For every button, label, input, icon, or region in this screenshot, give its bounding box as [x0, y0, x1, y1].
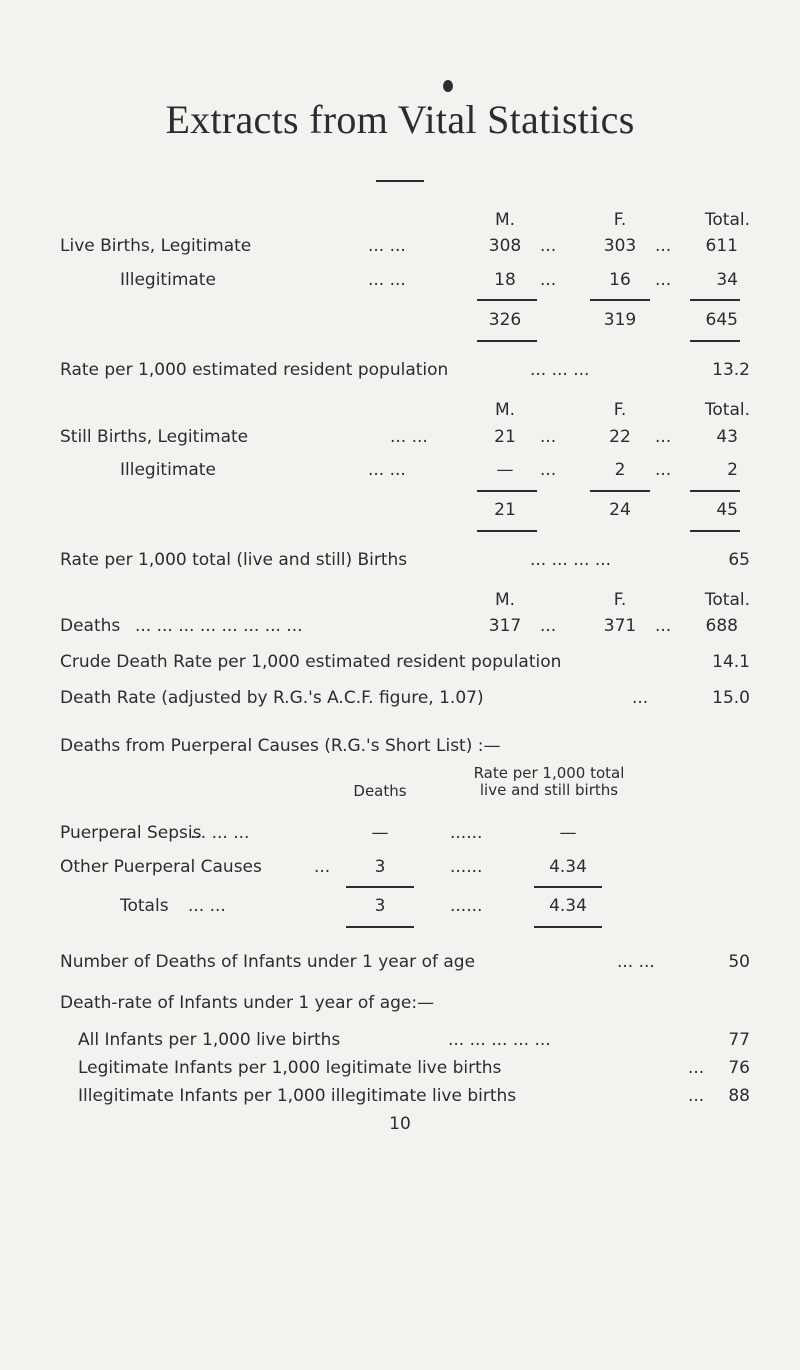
puerperal-heading: Deaths from Puerperal Causes (R.G.'s Short List) :— [60, 736, 501, 756]
puerperal-row-rate: 4.34 [549, 857, 587, 877]
live-total-total: 645 [705, 310, 738, 330]
deaths-header-f: F. [613, 590, 627, 610]
leader: ... ... [617, 952, 655, 972]
live-illegit-label: Illegitimate [120, 270, 216, 290]
puerperal-totals-rate: 4.34 [549, 896, 587, 916]
title-rule [376, 180, 424, 182]
live-rate-value: 13.2 [712, 360, 750, 380]
leader: ...... [450, 896, 483, 916]
infant-rate-row-value: 77 [728, 1030, 750, 1050]
page-title: Extracts from Vital Statistics [165, 97, 635, 142]
adjusted-death-rate-value: 15.0 [712, 688, 750, 708]
infant-rate-row-value: 76 [728, 1058, 750, 1078]
puerperal-row-deaths: 3 [374, 857, 386, 877]
still-rate-value: 65 [728, 550, 750, 570]
crude-death-rate-label: Crude Death Rate per 1,000 estimated resident population [60, 652, 562, 672]
leader: ...... [450, 857, 483, 877]
infant-rate-row-value: 88 [728, 1086, 750, 1106]
live-illegit-total: 34 [716, 270, 738, 290]
infant-rate-row-label: All Infants per 1,000 live births [78, 1030, 341, 1050]
puerperal-row-rate: — [559, 823, 577, 843]
leader: ... [314, 857, 331, 877]
leader: ... [540, 427, 557, 447]
still-illegit-f: 2 [614, 460, 626, 480]
live-legit-m: 308 [488, 236, 522, 256]
live-header-f: F. [613, 210, 627, 230]
still-legit-f: 22 [609, 427, 631, 447]
live-legit-label: Live Births, Legitimate [60, 236, 252, 256]
leader: ... ... ... ... [530, 550, 612, 570]
leader: ... [688, 1086, 705, 1106]
page-number: 10 [389, 1114, 411, 1134]
still-header-m: M. [494, 400, 516, 420]
deaths-label: Deaths [60, 616, 121, 636]
leader: ... [655, 616, 672, 636]
live-header-total: Total. [704, 210, 750, 230]
deaths-f: 371 [603, 616, 637, 636]
ink-mark [443, 80, 453, 92]
adjusted-death-rate-label: Death Rate (adjusted by R.G.'s A.C.F. figure, 1.07) [60, 688, 484, 708]
live-total-m: 326 [488, 310, 522, 330]
leader: ... [655, 236, 672, 256]
puerperal-totals-label: Totals [120, 896, 169, 916]
still-illegit-m: — [496, 460, 514, 480]
deaths-header-m: M. [494, 590, 516, 610]
leader: ... [540, 460, 557, 480]
leader: ... [655, 460, 672, 480]
leader: ... [540, 270, 557, 290]
leader: ...... [450, 823, 483, 843]
leader: ... [655, 427, 672, 447]
infant-rate-heading: Death-rate of Infants under 1 year of age:— [60, 993, 435, 1013]
puerperal-row-label: Puerperal Sepsis [60, 823, 202, 843]
puerperal-col-deaths: Deaths [353, 782, 407, 800]
leader: ... ... [390, 427, 428, 447]
deaths-total: 688 [705, 616, 738, 636]
leader: ... ... ... [530, 360, 590, 380]
infant-rate-row-label: Illegitimate Infants per 1,000 illegitimate live births [78, 1086, 517, 1106]
leader: ... [540, 236, 557, 256]
still-total-m: 21 [494, 500, 516, 520]
puerperal-row-deaths: — [371, 823, 389, 843]
live-legit-f: 303 [603, 236, 637, 256]
leader: ... ... [368, 236, 406, 256]
leader: ... ... [368, 270, 406, 290]
leader: ... [688, 1058, 705, 1078]
puerperal-col-rate: Rate per 1,000 total live and still births [473, 764, 625, 799]
puerperal-totals-deaths: 3 [374, 896, 386, 916]
crude-death-rate-value: 14.1 [712, 652, 750, 672]
leader: ... ... ... ... ... ... ... ... [135, 616, 303, 636]
leader: ... [632, 688, 649, 708]
infant-deaths-value: 50 [728, 952, 750, 972]
deaths-header-total: Total. [704, 590, 750, 610]
leader: ... ... [188, 896, 226, 916]
live-rate-label: Rate per 1,000 estimated resident population [60, 360, 449, 380]
still-legit-total: 43 [716, 427, 738, 447]
leader: ... ... ... [190, 823, 250, 843]
puerperal-row-label: Other Puerperal Causes [60, 857, 262, 877]
live-total-f: 319 [603, 310, 637, 330]
leader: ... [655, 270, 672, 290]
still-rate-label: Rate per 1,000 total (live and still) Births [60, 550, 408, 570]
infant-rate-row-label: Legitimate Infants per 1,000 legitimate live births [78, 1058, 502, 1078]
still-header-f: F. [613, 400, 627, 420]
still-illegit-label: Illegitimate [120, 460, 216, 480]
leader: ... [540, 616, 557, 636]
live-header-m: M. [494, 210, 516, 230]
still-illegit-total: 2 [727, 460, 738, 480]
still-total-total: 45 [716, 500, 738, 520]
still-total-f: 24 [609, 500, 631, 520]
live-illegit-f: 16 [609, 270, 631, 290]
leader: ... ... [368, 460, 406, 480]
still-header-total: Total. [704, 400, 750, 420]
leader: ... ... ... ... ... [448, 1030, 551, 1050]
still-legit-m: 21 [494, 427, 516, 447]
live-illegit-m: 18 [494, 270, 516, 290]
live-legit-total: 611 [705, 236, 738, 256]
infant-deaths-label: Number of Deaths of Infants under 1 year of age [60, 952, 476, 972]
still-legit-label: Still Births, Legitimate [60, 427, 249, 447]
deaths-m: 317 [488, 616, 522, 636]
